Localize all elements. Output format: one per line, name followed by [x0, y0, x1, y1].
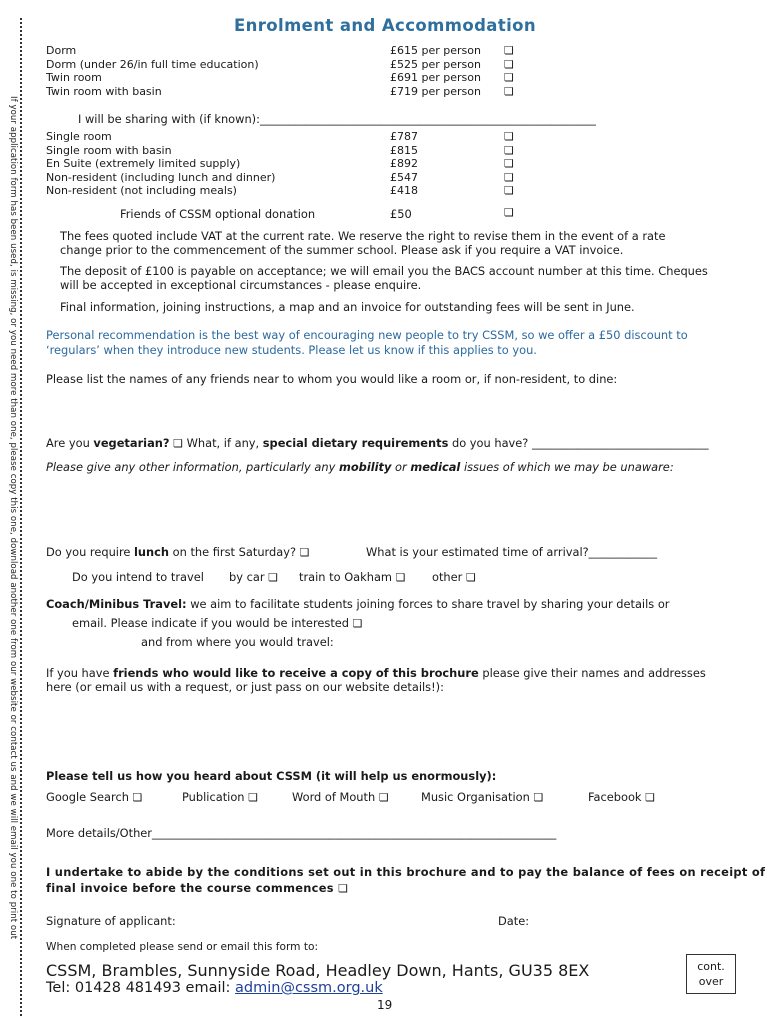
- room-price: £547: [390, 170, 418, 184]
- friends-room-question: Please list the names of any friends near to whom you would like a room or, if non-resident, to dine:: [46, 372, 618, 386]
- room-checkbox[interactable]: ❏: [504, 84, 514, 98]
- heard-option-checkbox[interactable]: ❏: [378, 791, 389, 804]
- room-price: £525 per person: [390, 57, 481, 71]
- coach-checkbox[interactable]: ❏: [352, 617, 363, 630]
- heard-option: [588, 790, 655, 804]
- cont-over-box: cont. over: [686, 954, 736, 994]
- signature-label[interactable]: Signature of applicant:: [46, 914, 176, 928]
- donation-label: Friends of CSSM optional donation: [120, 207, 316, 221]
- fees-text: The fees quoted include VAT at the current rate. We reserve the right to revise them in the event of a rate change prior to the commencement of the summer school. Please ask if you require a VAT invoice.: [60, 229, 666, 257]
- heard-option: [292, 790, 389, 804]
- page-title: Enrolment and Accommodation: [233, 16, 537, 35]
- room-checkbox[interactable]: ❏: [504, 184, 514, 198]
- room-price: £615 per person: [390, 44, 481, 57]
- final-info: Final information, joining instructions, a map and an invoice for outstanding fees will be sent in June.: [60, 300, 635, 314]
- undertaking: I undertake to abide by the conditions set out in this brochure and to pay the balance of fees on receipt of final invoice before the course commences ❏: [46, 865, 766, 895]
- coach-from: and from where you would travel:: [141, 635, 334, 649]
- cut-line: [20, 18, 22, 1016]
- room-checkbox[interactable]: ❏: [504, 57, 514, 71]
- donation-checkbox[interactable]: ❏: [504, 206, 514, 219]
- room-label: Dorm: [46, 44, 77, 57]
- lunch-checkbox[interactable]: ❏: [299, 546, 310, 559]
- travel-other: other ❏: [432, 570, 476, 584]
- room-price: £719 per person: [390, 84, 481, 98]
- sharing-label[interactable]: I will be sharing with (if known):___________________________________________________________: [78, 112, 596, 126]
- date-label[interactable]: Date:: [498, 914, 530, 928]
- lunch-question: Do you require lunch on the first Saturday? ❏: [46, 545, 310, 559]
- travel-train: train to Oakham ❏: [299, 570, 406, 584]
- coach-travel: Coach/Minibus Travel: we aim to facilitate students joining forces to share travel by sharing your details or: [46, 597, 670, 611]
- deposit-text: The deposit of £100 is payable on acceptance; we will email you the BACS account number at this time. Cheques will be accepted in exceptional circumstances - please enquire.: [60, 264, 708, 292]
- heard-title: Please tell us how you heard about CSSM (it will help us enormously):: [46, 769, 497, 783]
- other-checkbox[interactable]: ❏: [465, 571, 476, 584]
- heard-option: [182, 790, 258, 804]
- send-to: When completed please send or email this form to:: [46, 941, 319, 953]
- heard-option-checkbox[interactable]: ❏: [132, 791, 143, 804]
- room-price: £418: [390, 184, 418, 198]
- room-label: Twin room with basin: [46, 84, 162, 98]
- room-label: Non-resident (including lunch and dinner): [46, 170, 276, 184]
- room-checkbox[interactable]: ❏: [504, 157, 514, 171]
- room-label: En Suite (extremely limited supply): [46, 157, 241, 171]
- heard-option: [421, 790, 543, 804]
- room-label: Single room: [46, 130, 112, 143]
- address: CSSM, Brambles, Sunnyside Road, Headley Down, Hants, GU35 8EX: [46, 961, 590, 980]
- room-price: £691 per person: [390, 71, 481, 85]
- heard-option-label: Google Search: [46, 790, 129, 804]
- undertake-checkbox[interactable]: ❏: [338, 882, 349, 895]
- room-price: £787: [390, 130, 418, 143]
- heard-option-label: Publication: [182, 790, 245, 804]
- heard-option-checkbox[interactable]: ❏: [533, 791, 544, 804]
- room-price: £815: [390, 143, 418, 157]
- room-checkbox[interactable]: ❏: [504, 130, 514, 143]
- train-checkbox[interactable]: ❏: [395, 571, 406, 584]
- room-label: Dorm (under 26/in full time education): [46, 57, 259, 71]
- email-link[interactable]: admin@cssm.org.uk: [235, 980, 383, 996]
- page-number: 19: [377, 998, 393, 1012]
- car-checkbox[interactable]: ❏: [268, 571, 279, 584]
- room-checkbox[interactable]: ❏: [504, 170, 514, 184]
- donation-price: £50: [390, 207, 412, 221]
- other-info-question: Please give any other information, particularly any mobility or medical issues of which we may be unaware:: [46, 460, 674, 474]
- heard-option-label: Music Organisation: [421, 790, 530, 804]
- contact-line: Tel: 01428 481493 email: admin@cssm.org.uk: [46, 980, 383, 996]
- room-checkbox[interactable]: ❏: [504, 143, 514, 157]
- heard-option-checkbox[interactable]: ❏: [248, 791, 259, 804]
- sidebar-note: If your application form has been used, is missing, or you need more than one, please copy this one, download another one from our website or contact us and we will email you one to print out: [8, 96, 18, 940]
- travel-label: Do you intend to travel: [72, 570, 204, 584]
- brochure-request: If you have friends who would like to receive a copy of this brochure please give their names and addresses here (or email us with a request, or just pass on our website details!):: [46, 666, 706, 694]
- heard-option-label: Word of Mouth: [292, 790, 376, 804]
- heard-option-label: Facebook: [588, 790, 642, 804]
- room-checkbox[interactable]: ❏: [504, 71, 514, 85]
- more-details[interactable]: More details/Other_______________________________________________________________________: [46, 826, 557, 840]
- room-price: £892: [390, 157, 418, 171]
- room-label: Twin room: [46, 71, 102, 85]
- recommendation-text: Personal recommendation is the best way of encouraging new people to try CSSM, so we offer a £50 discount to ‘regulars’ when they introduce new students. Please let us know if this applies to you.: [46, 328, 688, 357]
- room-label: Single room with basin: [46, 143, 172, 157]
- coach-interest: email. Please indicate if you would be interested ❏: [72, 616, 363, 630]
- vegetarian-question: Are you vegetarian? ❏ What, if any, special dietary requirements do you have? _______________________________: [46, 436, 709, 450]
- heard-option-checkbox[interactable]: ❏: [645, 791, 656, 804]
- travel-car: by car ❏: [229, 570, 279, 584]
- heard-option: [46, 790, 142, 804]
- vegetarian-checkbox[interactable]: ❏: [173, 437, 183, 450]
- room-checkbox[interactable]: ❏: [504, 44, 514, 57]
- arrival-question[interactable]: What is your estimated time of arrival?____________: [366, 545, 658, 559]
- room-label: Non-resident (not including meals): [46, 184, 237, 198]
